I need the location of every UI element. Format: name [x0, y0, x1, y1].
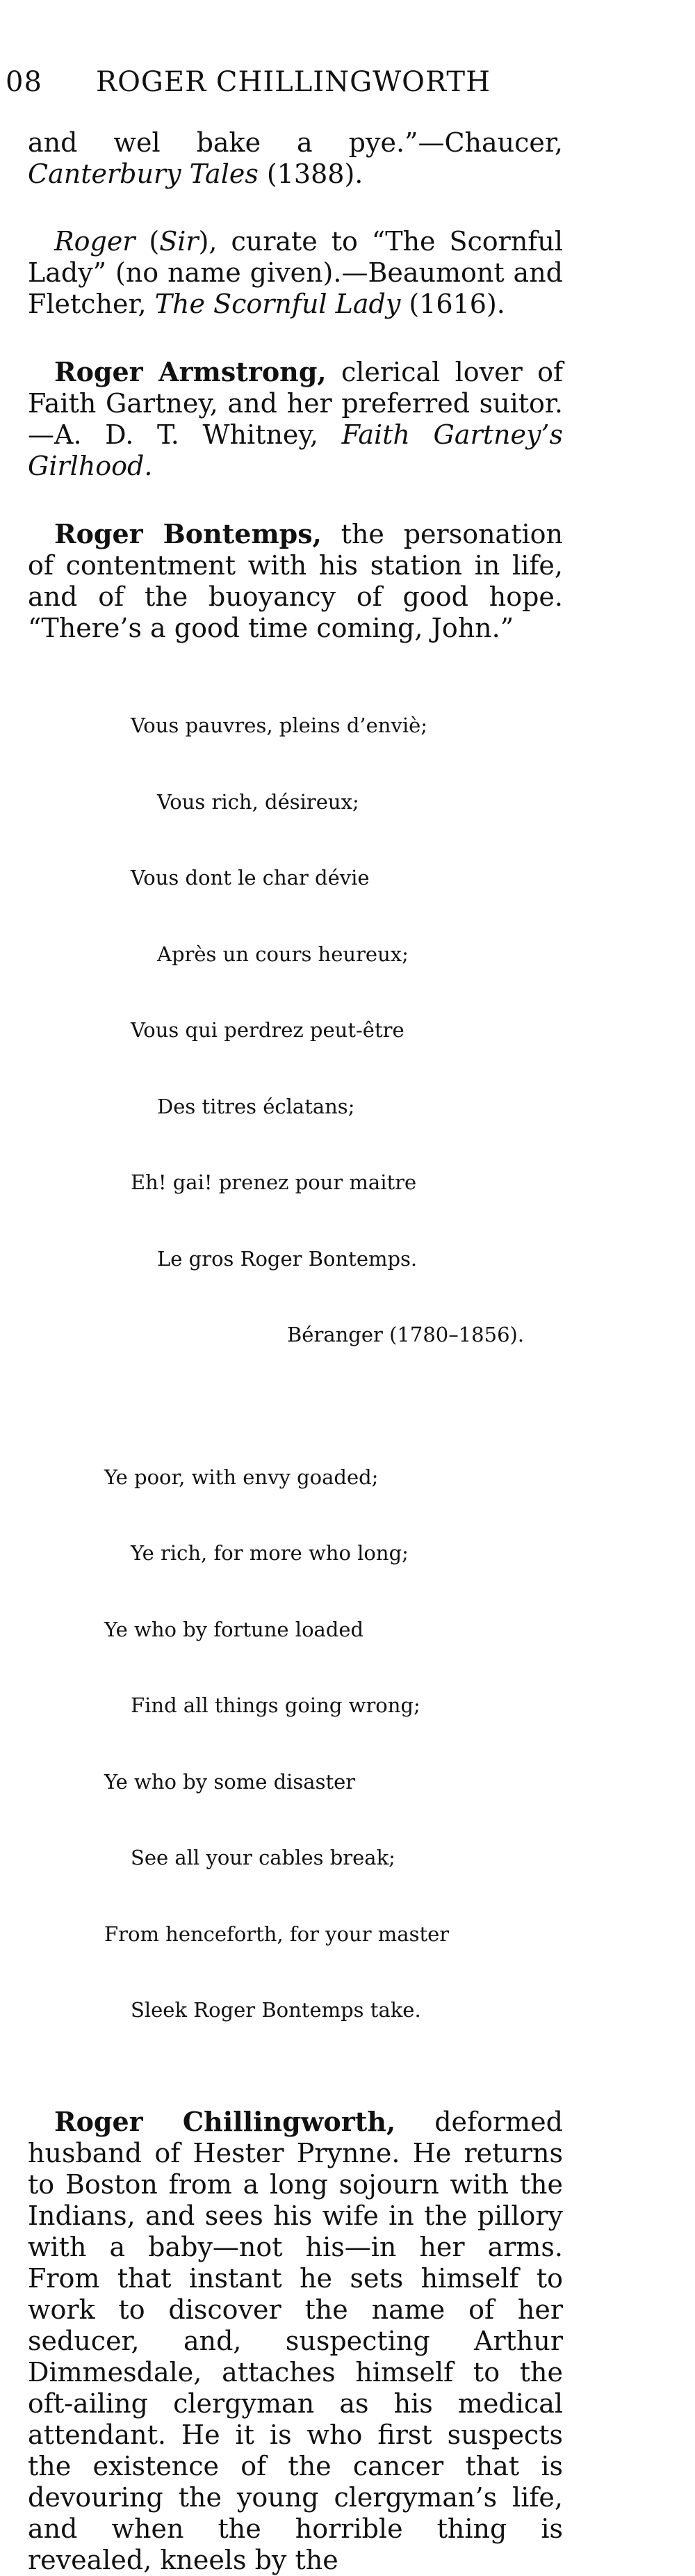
- running-title: ROGER CHILLINGWORTH: [96, 66, 491, 98]
- poem-line: Vous pauvres, pleins d’enviè;: [131, 714, 428, 737]
- entry-tail: (1616).: [400, 289, 505, 319]
- entry-description: deformed husband of Hester Prynne. He returns to Boston from a long sojourn with the Indians, and sees his wife in the pillory with a baby—not his—in her arms. From that instant he sets himself to work to discover the name of her seducer, and, suspecting Arthur Dimmesdale, attaches himself to the oft-ailing clergyman as his medical attendant. He it is who first suspects the existence of the cancer that is devouring the young clergyman’s life, and when the horrible thing is revealed, kneels by the: [28, 2106, 563, 2575]
- work-title: The Scornful Lady: [154, 289, 401, 319]
- french-poem: [131, 662, 563, 1399]
- entry-name: Roger Bontemps,: [54, 518, 322, 549]
- poem-line: Ye who by some disaster: [104, 1769, 356, 1794]
- work-title: Canterbury Tales: [28, 159, 259, 189]
- entry-description: clerical lover of Faith Gartney, and her preferred suitor.—A. D. T. Whitney,: [28, 357, 564, 450]
- poem-line: Ye poor, with envy goaded;: [104, 1465, 379, 1489]
- entry-name: Roger Chillingworth,: [54, 2105, 396, 2137]
- continuation-text: and wel bake a pye.”—Chaucer,: [28, 127, 563, 158]
- poem-line: Sleek Roger Bontemps take.: [131, 1998, 421, 2022]
- poem-line: Le gros Roger Bontemps.: [157, 1246, 418, 1271]
- entry-description: the personation of contentment with his station in life, and of the buoyancy of good hope. “There’s a good time coming, John.”: [28, 519, 563, 643]
- entry-roger-bontemps: [28, 518, 563, 644]
- poem-line: Des titres éclatans;: [157, 1094, 355, 1118]
- poem-line: Vous qui perdrez peut-être: [131, 1018, 404, 1042]
- entry-roger-chillingworth: [28, 2106, 563, 2576]
- poem-line: Eh! gai! prenez pour maitre: [131, 1170, 417, 1194]
- poem-line: Ye who by fortune loaded: [104, 1617, 364, 1641]
- entry-continuation: [28, 127, 563, 190]
- poem-line: From henceforth, for your master: [104, 1922, 450, 1946]
- poem-line: Ye rich, for more who long;: [131, 1541, 409, 1565]
- continuation-tail: (1388).: [258, 159, 363, 189]
- entry-name: Roger: [54, 226, 136, 257]
- page-body: [28, 127, 563, 2576]
- poem-attribution: Béranger (1780–1856).: [287, 1323, 525, 1346]
- entry-description: , curate to “The Scornful Lady” (no name given).—Beaumont and Fletcher,: [28, 226, 563, 319]
- entry-roger-armstrong: [28, 356, 563, 482]
- poem-line: Find all things going wrong;: [131, 1693, 420, 1717]
- page-number: 08: [6, 66, 42, 98]
- poem-line: See all your cables break;: [131, 1846, 395, 1869]
- english-poem: [104, 1414, 563, 2074]
- entry-name-paren: Sir: [159, 226, 199, 257]
- work-title: Faith Gartney’s Girlhood.: [28, 419, 564, 481]
- poem-line: Vous dont le char dévie: [131, 866, 370, 889]
- poem-line: Après un cours heureux;: [157, 942, 409, 966]
- entry-name: Roger Armstrong,: [54, 356, 327, 387]
- poem-line: Vous rich, désireux;: [157, 789, 359, 814]
- entry-roger-sir: Roger (Sir), curate to “The Scornful Lady” (no name given).—Beaumont and Fletcher, The Scornful Lady (1616).: [28, 226, 563, 319]
- page-header: [6, 66, 491, 98]
